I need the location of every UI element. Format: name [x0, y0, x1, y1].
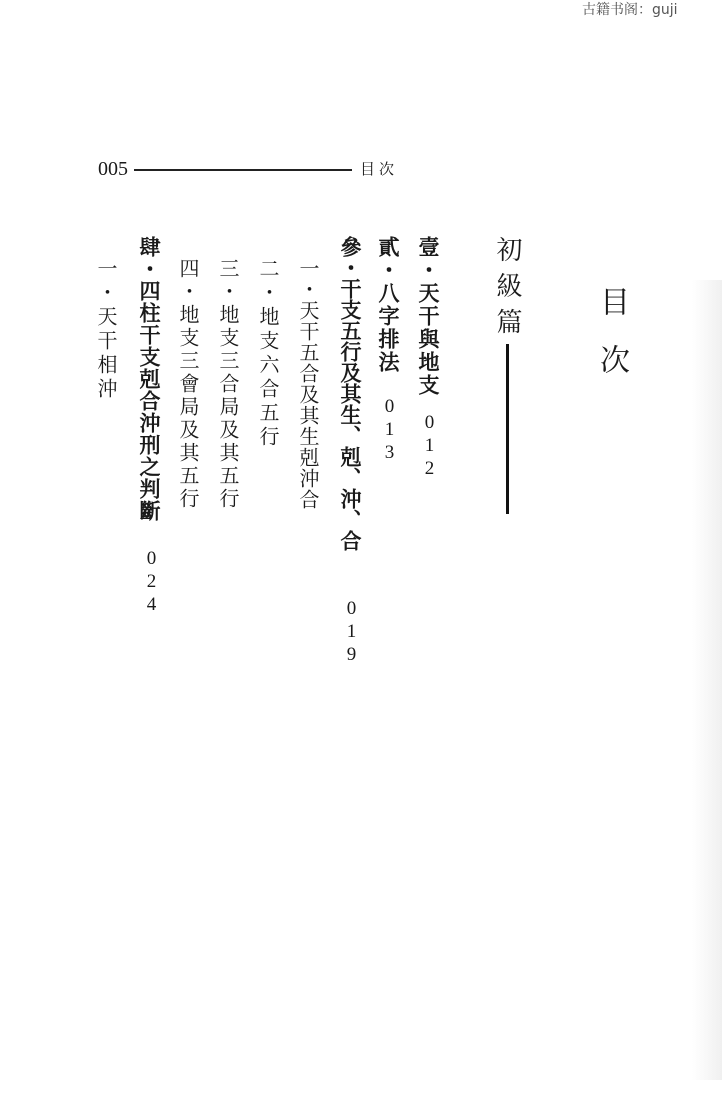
- page-number: 005: [98, 158, 128, 180]
- toc-entry-1-label: 壹・天干與地支: [416, 236, 440, 397]
- toc-subentry-3: 三・地支三合局及其五行: [216, 258, 240, 511]
- section-title-rule: [506, 344, 509, 514]
- toc-entry-2-page: 013: [379, 396, 400, 465]
- toc-entry-4-label: 肆・四柱干支剋合沖刑之判斷: [137, 236, 161, 522]
- page-edge-shadow: [692, 280, 722, 1080]
- watermark: 古籍书阁：guji: [582, 2, 678, 18]
- toc-entry-3-label: 參・干支五行及其生、剋、沖、合: [338, 236, 362, 551]
- running-title: 目次: [360, 160, 399, 178]
- toc-title: 目次: [594, 286, 629, 402]
- toc-entry-2-label: 貳・八字排法: [376, 236, 400, 374]
- section-title: 初級篇: [492, 236, 522, 344]
- header-rule: [134, 169, 352, 171]
- toc-entry-4-page: 024: [141, 548, 162, 617]
- toc-entry-1-page: 012: [419, 412, 440, 481]
- page-header: [98, 155, 398, 183]
- toc-subentry-2: 二・地支六合五行: [256, 258, 280, 450]
- toc-subentry-1: 一・天干五合及其生剋沖合: [296, 258, 320, 510]
- toc-subentry-4: 四・地支三會局及其五行: [176, 258, 200, 511]
- toc-subentry-5: 一・天干相沖: [94, 258, 118, 402]
- toc-entry-3-page: 019: [341, 598, 362, 667]
